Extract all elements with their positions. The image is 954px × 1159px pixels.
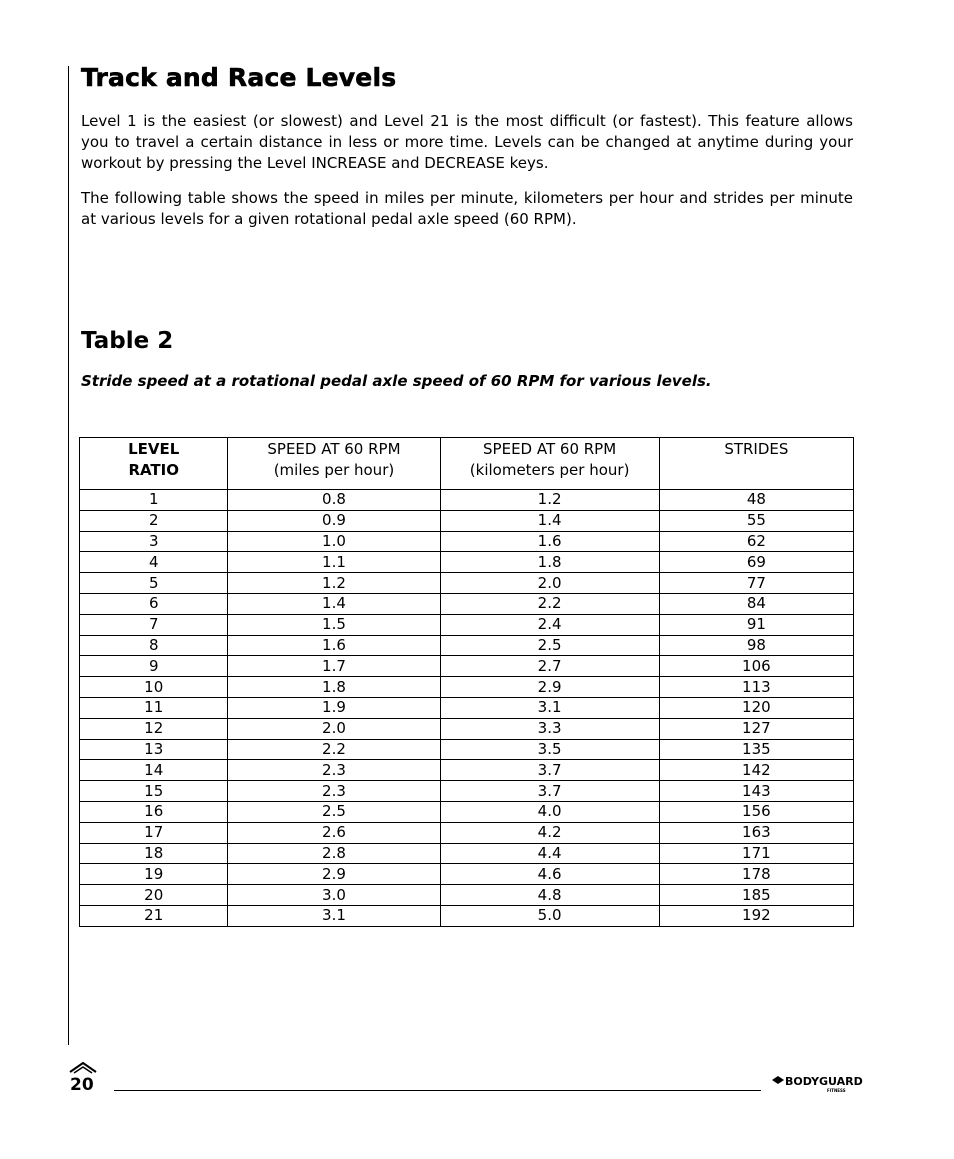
table-cell: 12 bbox=[80, 718, 228, 739]
table-row bbox=[80, 593, 854, 614]
table-cell: 120 bbox=[659, 697, 853, 718]
table-row bbox=[80, 573, 854, 594]
table-cell: 5.0 bbox=[440, 905, 659, 926]
table-cell: 163 bbox=[659, 822, 853, 843]
table-cell: 19 bbox=[80, 864, 228, 885]
table-row bbox=[80, 510, 854, 531]
table-cell: 2.3 bbox=[228, 781, 440, 802]
table-cell: 20 bbox=[80, 885, 228, 906]
table-cell: 16 bbox=[80, 801, 228, 822]
table-cell: 1.0 bbox=[228, 531, 440, 552]
table-row bbox=[80, 677, 854, 698]
header-line: SPEED AT 60 RPM bbox=[267, 440, 401, 458]
table-cell: 2.5 bbox=[228, 801, 440, 822]
table-body bbox=[80, 490, 854, 927]
table-cell: 14 bbox=[80, 760, 228, 781]
table-cell: 1.6 bbox=[440, 531, 659, 552]
table-description-paragraph: The following table shows the speed in miles per minute, kilometers per hour and strides per minute at various levels for a given rotational pedal axle speed (60 RPM). bbox=[81, 189, 853, 228]
table-cell: 77 bbox=[659, 573, 853, 594]
table-cell: 192 bbox=[659, 905, 853, 926]
table-row bbox=[80, 531, 854, 552]
table-cell: 15 bbox=[80, 781, 228, 802]
table-cell: 142 bbox=[659, 760, 853, 781]
table-row bbox=[80, 822, 854, 843]
table-cell: 3.7 bbox=[440, 760, 659, 781]
table-row bbox=[80, 801, 854, 822]
table-row bbox=[80, 739, 854, 760]
table-cell: 3 bbox=[80, 531, 228, 552]
table-cell: 1.2 bbox=[228, 573, 440, 594]
table-cell: 2.5 bbox=[440, 635, 659, 656]
table-cell: 8 bbox=[80, 635, 228, 656]
header-level-ratio bbox=[80, 438, 228, 490]
intro-paragraph: Level 1 is the easiest (or slowest) and Level 21 is the most difficult (or fastest). This feature allows you to travel a certain distance in less or more time. Levels can be changed at anytime during your workout by pressing the Level INCREASE and DECREASE keys. bbox=[81, 112, 853, 172]
table-cell: 55 bbox=[659, 510, 853, 531]
table-cell: 0.8 bbox=[228, 490, 440, 511]
table-cell: 1.4 bbox=[228, 593, 440, 614]
table-cell: 2.8 bbox=[228, 843, 440, 864]
header-strides bbox=[659, 438, 853, 490]
table-cell: 18 bbox=[80, 843, 228, 864]
table-row bbox=[80, 864, 854, 885]
brand-logo bbox=[771, 1073, 863, 1095]
table-cell: 113 bbox=[659, 677, 853, 698]
table-cell: 4.8 bbox=[440, 885, 659, 906]
header-speed-mph bbox=[228, 438, 440, 490]
table-cell: 4 bbox=[80, 552, 228, 573]
table-cell: 135 bbox=[659, 739, 853, 760]
table-cell: 2.9 bbox=[228, 864, 440, 885]
header-line: SPEED AT 60 RPM bbox=[483, 440, 617, 458]
header-line: (kilometers per hour) bbox=[469, 461, 630, 479]
header-line: LEVEL bbox=[128, 440, 180, 458]
table-cell: 3.0 bbox=[228, 885, 440, 906]
footer-rule bbox=[114, 1090, 761, 1091]
table-cell: 178 bbox=[659, 864, 853, 885]
table-cell: 48 bbox=[659, 490, 853, 511]
table-cell: 2.2 bbox=[228, 739, 440, 760]
header-speed-kph bbox=[440, 438, 659, 490]
table-cell: 1 bbox=[80, 490, 228, 511]
table-header-row bbox=[80, 438, 854, 490]
table-row bbox=[80, 635, 854, 656]
table-cell: 10 bbox=[80, 677, 228, 698]
svg-text:FITNESS: FITNESS bbox=[827, 1088, 846, 1093]
level-speed-table bbox=[79, 437, 854, 927]
table-row bbox=[80, 718, 854, 739]
page-number: 20 bbox=[70, 1075, 94, 1095]
svg-text:BODYGUARD: BODYGUARD bbox=[785, 1075, 863, 1088]
table-cell: 91 bbox=[659, 614, 853, 635]
table-cell: 127 bbox=[659, 718, 853, 739]
table-row bbox=[80, 656, 854, 677]
table-title: Table 2 bbox=[81, 328, 174, 354]
table-row bbox=[80, 781, 854, 802]
table-cell: 17 bbox=[80, 822, 228, 843]
header-line: RATIO bbox=[128, 461, 179, 479]
table-cell: 4.4 bbox=[440, 843, 659, 864]
table-cell: 3.1 bbox=[228, 905, 440, 926]
table-row bbox=[80, 552, 854, 573]
table-cell: 1.8 bbox=[228, 677, 440, 698]
table-row bbox=[80, 905, 854, 926]
table-cell: 3.1 bbox=[440, 697, 659, 718]
table-cell: 4.0 bbox=[440, 801, 659, 822]
table-cell: 3.7 bbox=[440, 781, 659, 802]
table-cell: 2.3 bbox=[228, 760, 440, 781]
table-cell: 2.7 bbox=[440, 656, 659, 677]
table-cell: 3.5 bbox=[440, 739, 659, 760]
table-row bbox=[80, 885, 854, 906]
table-cell: 1.6 bbox=[228, 635, 440, 656]
table-cell: 7 bbox=[80, 614, 228, 635]
table-cell: 1.4 bbox=[440, 510, 659, 531]
table-cell: 2.9 bbox=[440, 677, 659, 698]
table-cell: 84 bbox=[659, 593, 853, 614]
table-cell: 11 bbox=[80, 697, 228, 718]
table-cell: 171 bbox=[659, 843, 853, 864]
table-cell: 1.5 bbox=[228, 614, 440, 635]
table-cell: 3.3 bbox=[440, 718, 659, 739]
table-cell: 21 bbox=[80, 905, 228, 926]
table-cell: 185 bbox=[659, 885, 853, 906]
table-cell: 1.9 bbox=[228, 697, 440, 718]
table-cell: 2.0 bbox=[228, 718, 440, 739]
section-heading: Track and Race Levels bbox=[81, 63, 397, 92]
table-row bbox=[80, 697, 854, 718]
table-cell: 2.6 bbox=[228, 822, 440, 843]
table-cell: 1.1 bbox=[228, 552, 440, 573]
table-cell: 1.8 bbox=[440, 552, 659, 573]
table-cell: 143 bbox=[659, 781, 853, 802]
table-cell: 156 bbox=[659, 801, 853, 822]
table-row bbox=[80, 490, 854, 511]
header-line: STRIDES bbox=[724, 440, 789, 458]
table-cell: 106 bbox=[659, 656, 853, 677]
header-line: (miles per hour) bbox=[273, 461, 395, 479]
table-cell: 98 bbox=[659, 635, 853, 656]
table-cell: 13 bbox=[80, 739, 228, 760]
table-row bbox=[80, 843, 854, 864]
table-cell: 9 bbox=[80, 656, 228, 677]
table-caption: Stride speed at a rotational pedal axle speed of 60 RPM for various levels. bbox=[81, 372, 712, 390]
table-cell: 2 bbox=[80, 510, 228, 531]
table-row bbox=[80, 614, 854, 635]
table-row bbox=[80, 760, 854, 781]
table-cell: 2.0 bbox=[440, 573, 659, 594]
table-cell: 1.7 bbox=[228, 656, 440, 677]
table-cell: 2.2 bbox=[440, 593, 659, 614]
table-cell: 0.9 bbox=[228, 510, 440, 531]
table-cell: 1.2 bbox=[440, 490, 659, 511]
table-cell: 6 bbox=[80, 593, 228, 614]
table-cell: 5 bbox=[80, 573, 228, 594]
table-cell: 4.2 bbox=[440, 822, 659, 843]
table-cell: 69 bbox=[659, 552, 853, 573]
left-margin-rule bbox=[68, 66, 69, 1045]
table-cell: 62 bbox=[659, 531, 853, 552]
table-cell: 2.4 bbox=[440, 614, 659, 635]
table-cell: 4.6 bbox=[440, 864, 659, 885]
